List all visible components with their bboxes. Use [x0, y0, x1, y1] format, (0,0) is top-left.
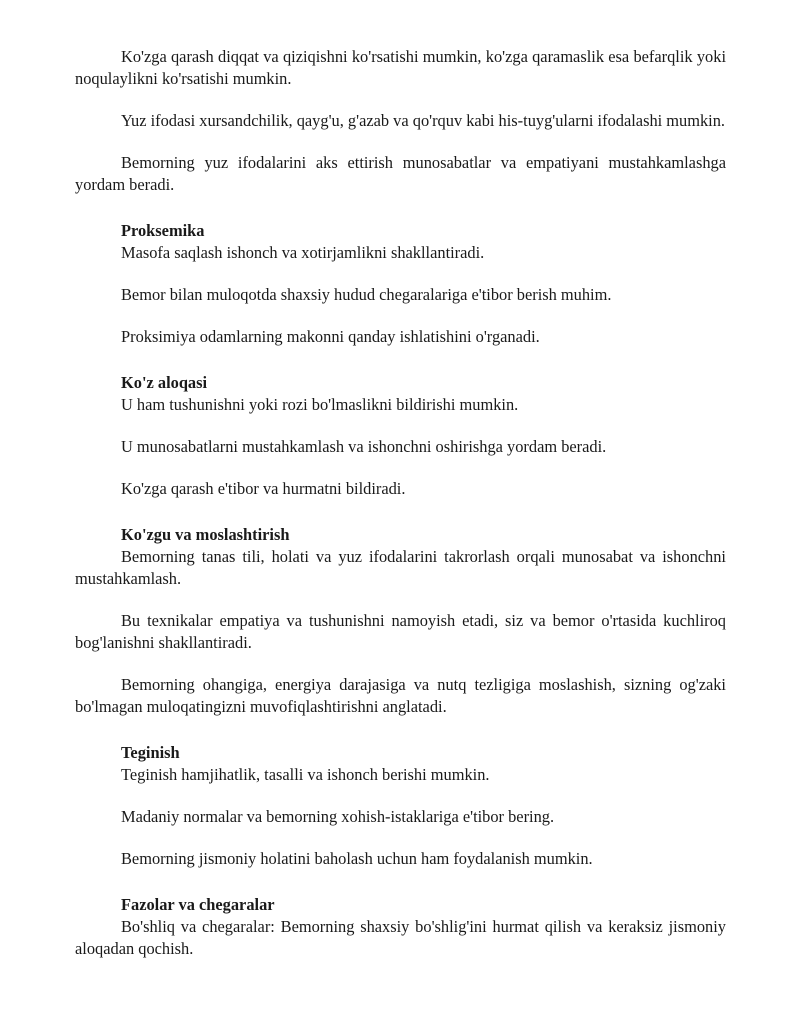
section-heading: Proksemika — [121, 221, 205, 240]
section-proksemika — [75, 220, 726, 348]
section-paragraph: Ko'zga qarash e'tibor va hurmatni bildiradi. — [121, 479, 406, 498]
section-heading: Ko'zgu va moslashtirish — [121, 525, 290, 544]
section-kozgu-moslashtirish — [75, 524, 726, 718]
section-paragraph: Proksimiya odamlarning makonni qanday ishlatishini o'rganadi. — [121, 327, 540, 346]
section-heading: Fazolar va chegaralar — [121, 895, 275, 914]
document-page — [75, 46, 726, 980]
section-koz-aloqasi — [75, 372, 726, 500]
section-paragraph: Masofa saqlash ishonch va xotirjamlikni shakllantiradi. — [121, 243, 485, 262]
section-paragraph: Bemorning jismoniy holatini baholash uchun ham foydalanish mumkin. — [121, 849, 593, 868]
section-paragraph: Madaniy normalar va bemorning xohish-istaklariga e'tibor bering. — [121, 807, 555, 826]
section-paragraph: U munosabatlarni mustahkamlash va ishonchni oshirishga yordam beradi. — [121, 437, 607, 456]
section-paragraph: Bo'shliq va chegaralar: Bemorning shaxsiy bo'shlig'ini hurmat qilish va keraksiz jismoniy aloqadan qochish. — [75, 917, 726, 958]
section-fazolar-chegaralar — [75, 894, 726, 960]
section-paragraph: Bemor bilan muloqotda shaxsiy hudud chegaralariga e'tibor berish muhim. — [121, 285, 612, 304]
section-teginish — [75, 742, 726, 870]
section-heading: Ko'z aloqasi — [121, 373, 208, 392]
intro-paragraph: Ko'zga qarash diqqat va qiziqishni ko'rsatishi mumkin, ko'zga qaramaslik esa befarqlik yoki noqulaylikni ko'rsatishi mumkin. — [75, 47, 726, 88]
intro-paragraph: Yuz ifodasi xursandchilik, qayg'u, g'azab va qo'rquv kabi his-tuyg'ularni ifodalashi mumkin. — [121, 111, 726, 130]
section-paragraph: Bemorning tanas tili, holati va yuz ifodalarini takrorlash orqali munosabat va ishonchni mustahkamlash. — [75, 547, 726, 588]
section-paragraph: Teginish hamjihatlik, tasalli va ishonch berishi mumkin. — [121, 765, 490, 784]
section-paragraph: Bu texnikalar empatiya va tushunishni namoyish etadi, siz va bemor o'rtasida kuchliroq bog'lanishni shakllantiradi. — [75, 611, 726, 652]
section-paragraph: Bemorning ohangiga, energiya darajasiga va nutq tezligiga moslashish, sizning og'zaki bo'lmagan muloqatingizni muvofiqlashtirishni anglatadi. — [75, 675, 726, 716]
section-paragraph: U ham tushunishni yoki rozi bo'lmaslikni bildirishi mumkin. — [121, 395, 519, 414]
section-heading: Teginish — [121, 743, 180, 762]
intro-paragraph: Bemorning yuz ifodalarini aks ettirish munosabatlar va empatiyani mustahkamlashga yordam beradi. — [75, 153, 726, 194]
